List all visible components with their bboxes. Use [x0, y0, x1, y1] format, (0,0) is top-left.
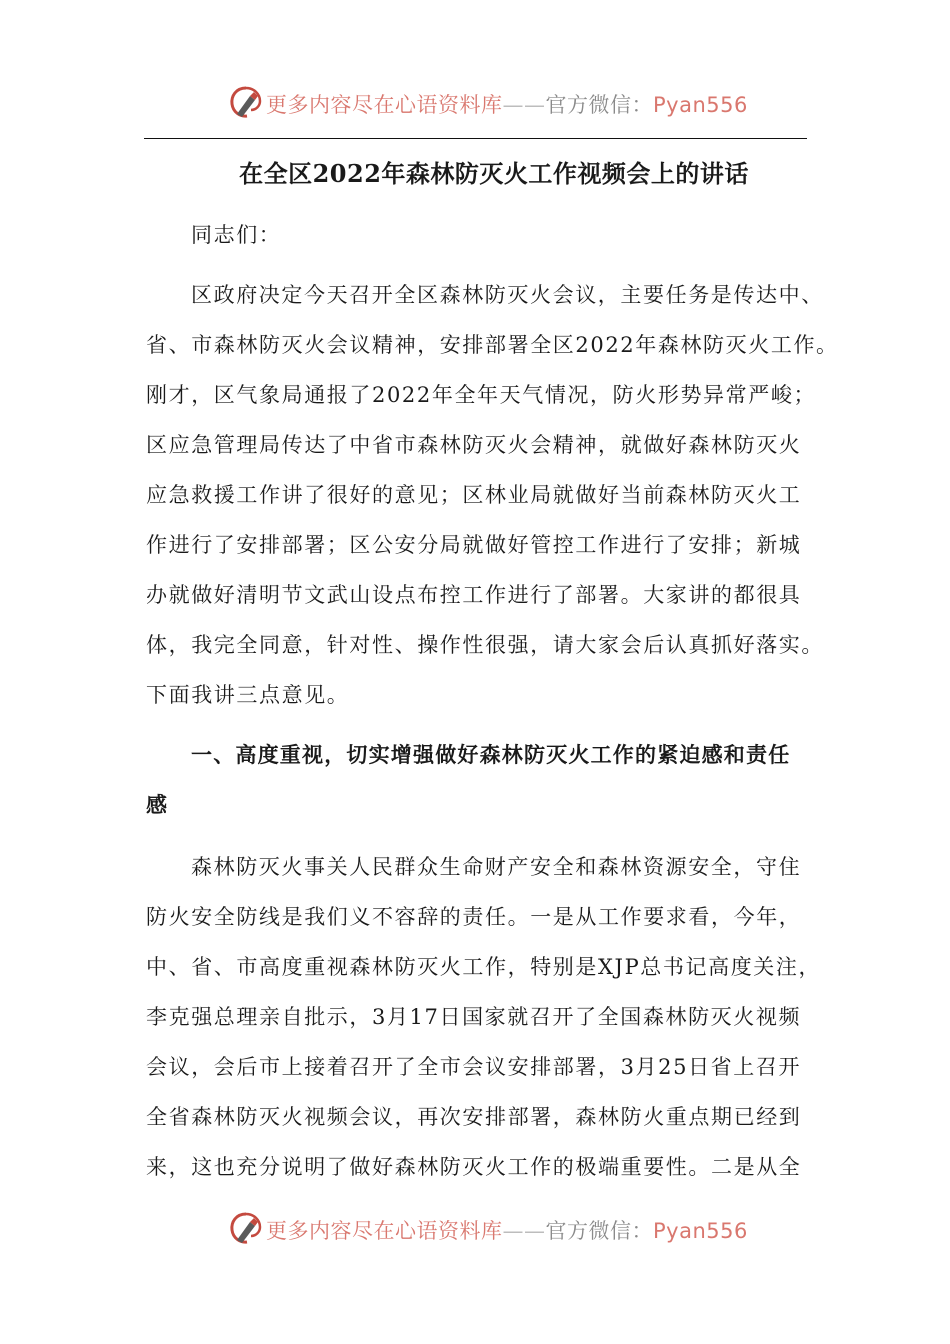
paragraph-line: 中、省、市高度重视森林防灭火工作，特别是XJP总书记高度关注， — [146, 955, 822, 979]
paragraph-line: 作进行了安排部署；区公安分局就做好管控工作进行了安排；新城 — [146, 533, 802, 557]
header-divider — [144, 138, 807, 139]
banner-text — [266, 89, 748, 119]
banner-dash: —— — [502, 1219, 546, 1243]
paragraph-line: 会议，会后市上接着召开了全市会议安排部署，3月25日省上召开 — [146, 1055, 802, 1079]
paragraph-line: 森林防灭火事关人民群众生命财产安全和森林资源安全，守住 — [191, 855, 802, 879]
paragraph-line: 应急救援工作讲了很好的意见；区林业局就做好当前森林防灭火工 — [146, 483, 802, 507]
paragraph-line: 体，我完全同意，针对性、操作性很强，请大家会后认真抓好落实。 — [146, 633, 824, 657]
paragraph-line: 刚才，区气象局通报了2022年全年天气情况，防火形势异常严峻； — [146, 383, 817, 407]
paragraph-1 — [146, 270, 839, 720]
paragraph-line: 下面我讲三点意见。 — [146, 683, 350, 707]
banner-wechat-id: Pyan556 — [653, 93, 748, 117]
banner-official-label: 官方微信： — [545, 1219, 653, 1243]
banner-text — [266, 1215, 748, 1245]
paragraph-line: 省、市森林防灭火会议精神，安排部署全区2022年森林防灭火工作。 — [146, 333, 839, 357]
pen-logo-icon — [228, 1210, 264, 1246]
banner-main-text: 更多内容尽在心语资料库 — [266, 1219, 503, 1243]
banner-dash: —— — [502, 93, 546, 117]
paragraph-line: 区应急管理局传达了中省市森林防灭火会精神，就做好森林防灭火 — [146, 433, 802, 457]
section-heading-1 — [146, 730, 826, 830]
heading-line: 感 — [146, 792, 169, 817]
document-title: 在全区2022年森林防灭火工作视频会上的讲话 — [239, 159, 749, 188]
footer-banner — [228, 1208, 748, 1248]
pen-logo-icon — [228, 84, 264, 120]
paragraph-line: 防火安全防线是我们义不容辞的责任。一是从工作要求看，今年， — [146, 905, 802, 929]
header-banner — [228, 82, 748, 122]
paragraph-line: 全省森林防灭火视频会议，再次安排部署，森林防火重点期已经到 — [146, 1105, 802, 1129]
paragraph-2 — [146, 842, 826, 1192]
paragraph-line: 李克强总理亲自批示，3月17日国家就召开了全国森林防灭火视频 — [146, 1005, 802, 1029]
greeting: 同志们： — [191, 223, 282, 247]
paragraph-line: 来，这也充分说明了做好森林防灭火工作的极端重要性。二是从全 — [146, 1155, 802, 1179]
banner-official-label: 官方微信： — [545, 93, 653, 117]
paragraph-line: 办就做好清明节文武山设点布控工作进行了部署。大家讲的都很具 — [146, 583, 802, 607]
banner-wechat-id: Pyan556 — [653, 1219, 748, 1243]
heading-line: 一、高度重视，切实增强做好森林防灭火工作的紧迫感和责任 — [191, 742, 791, 767]
banner-main-text: 更多内容尽在心语资料库 — [266, 93, 503, 117]
paragraph-line: 区政府决定今天召开全区森林防灭火会议，主要任务是传达中、 — [191, 283, 824, 307]
